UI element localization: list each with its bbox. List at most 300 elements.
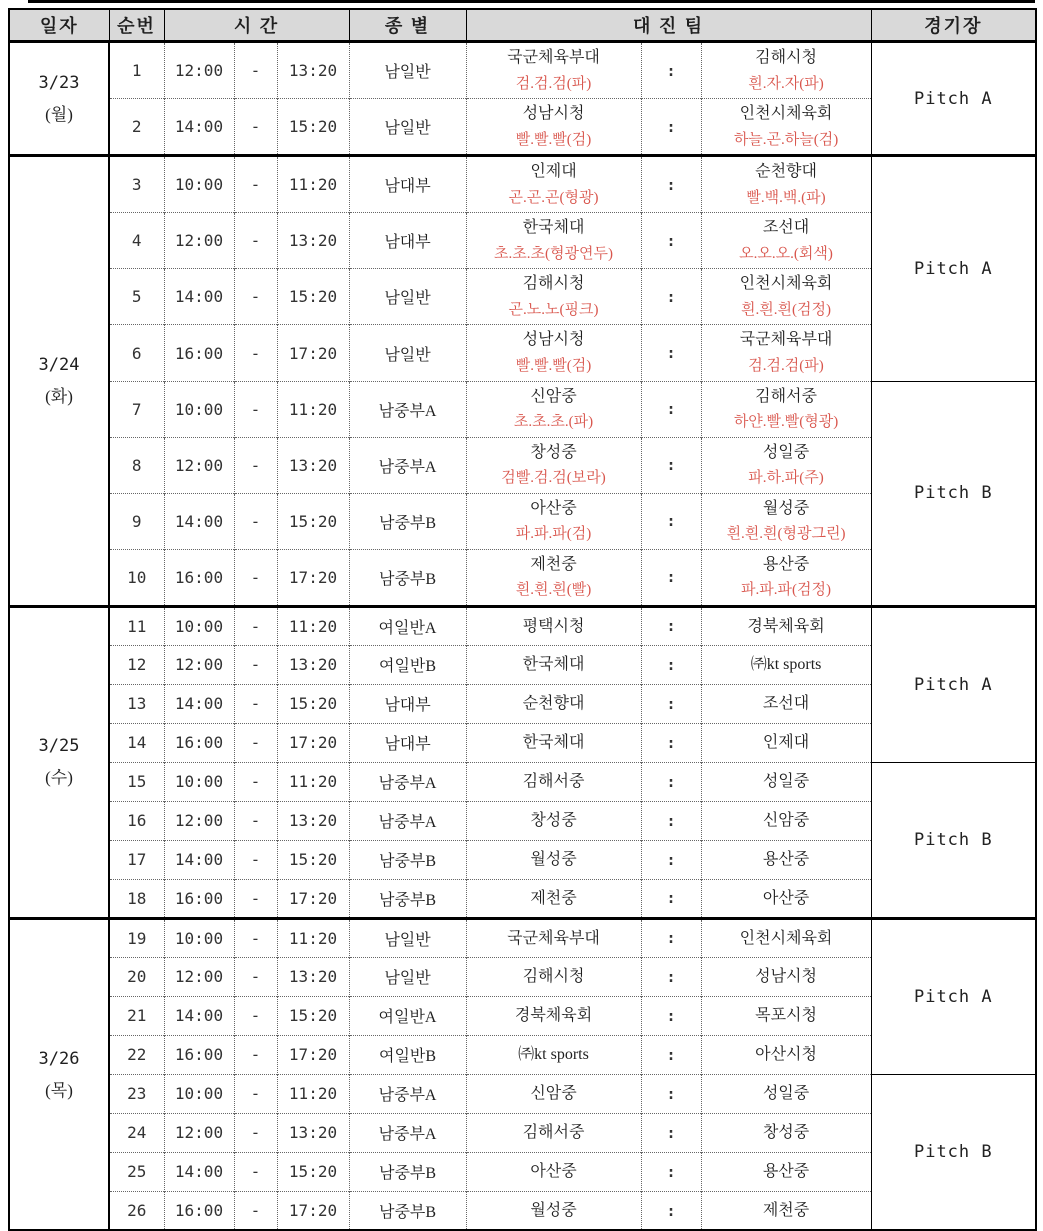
time-dash: - <box>234 957 277 996</box>
team-name: 성남시청 <box>755 968 817 986</box>
colon-separator: : <box>641 918 701 957</box>
time-dash: - <box>234 381 277 437</box>
team1-cell <box>466 723 641 762</box>
team-name: 조선대 <box>762 219 810 237</box>
team1-cell <box>466 645 641 684</box>
date-value: 3/26 <box>38 1048 80 1069</box>
time-dash: - <box>234 762 277 801</box>
category: 남일반 <box>349 269 466 325</box>
time-end: 17:20 <box>277 549 349 606</box>
time-end: 11:20 <box>277 381 349 437</box>
time-end: 15:20 <box>277 269 349 325</box>
time-dash: - <box>234 840 277 879</box>
time-start: 12:00 <box>164 801 234 840</box>
team1-cell <box>466 493 641 549</box>
match-no: 19 <box>109 918 164 957</box>
time-dash: - <box>234 1152 277 1191</box>
team-name: 성일중 <box>762 1085 810 1103</box>
match-no: 25 <box>109 1152 164 1191</box>
col-header-category: 종 별 <box>349 9 466 42</box>
team1-cell <box>466 42 641 99</box>
date-weekday: (수) <box>45 768 73 788</box>
category: 남일반 <box>349 42 466 99</box>
team2-cell <box>701 957 871 996</box>
time-start: 16:00 <box>164 325 234 381</box>
match-no: 9 <box>109 493 164 549</box>
team2-cell <box>701 213 871 269</box>
team2-cell <box>701 493 871 549</box>
time-dash: - <box>234 1191 277 1230</box>
category: 여일반A <box>349 606 466 645</box>
category: 남대부 <box>349 723 466 762</box>
team1-cell <box>466 549 641 606</box>
match-row <box>9 1074 1036 1113</box>
colon-separator: : <box>641 325 701 381</box>
match-no: 10 <box>109 549 164 606</box>
team-name: 신암중 <box>530 387 577 405</box>
time-dash: - <box>234 1074 277 1113</box>
team-name: 인제대 <box>530 163 577 181</box>
team2-cell <box>701 645 871 684</box>
team-name: 성남시청 <box>522 105 585 123</box>
team1-cell <box>466 684 641 723</box>
uniform-colors: 초.초.초(형광연두) <box>494 245 613 262</box>
date-weekday: (월) <box>45 104 73 124</box>
team-name: 창성중 <box>762 1124 810 1142</box>
time-dash: - <box>234 801 277 840</box>
match-no: 12 <box>109 645 164 684</box>
team-name: 한국체대 <box>522 219 585 237</box>
time-start: 14:00 <box>164 996 234 1035</box>
time-dash: - <box>234 269 277 325</box>
team-name: 인천시체육회 <box>739 105 833 123</box>
team-name: 김해서중 <box>522 1124 585 1142</box>
time-dash: - <box>234 684 277 723</box>
header-row <box>9 9 1036 42</box>
col-header-date: 일자 <box>9 9 109 42</box>
date-cell <box>9 606 109 918</box>
uniform-colors: 흰.흰.흰(빨) <box>515 582 592 599</box>
team1-cell <box>466 762 641 801</box>
time-dash: - <box>234 879 277 918</box>
team2-cell <box>701 879 871 918</box>
team-name: 김해시청 <box>522 968 585 986</box>
time-start: 14:00 <box>164 840 234 879</box>
time-start: 10:00 <box>164 381 234 437</box>
time-start: 10:00 <box>164 606 234 645</box>
time-end: 13:20 <box>277 801 349 840</box>
team-name: 조선대 <box>762 695 810 713</box>
time-dash: - <box>234 325 277 381</box>
time-end: 13:20 <box>277 437 349 493</box>
colon-separator: : <box>641 762 701 801</box>
team-name: 김해서중 <box>522 773 585 791</box>
team2-cell <box>701 723 871 762</box>
colon-separator: : <box>641 156 701 213</box>
colon-separator: : <box>641 213 701 269</box>
match-no: 4 <box>109 213 164 269</box>
colon-separator: : <box>641 1074 701 1113</box>
col-header-teams: 대 진 팀 <box>466 9 871 42</box>
team2-cell <box>701 269 871 325</box>
team-name: 성일중 <box>762 443 810 461</box>
uniform-colors: 흰.흰.흰(형광그린) <box>726 526 846 543</box>
time-dash: - <box>234 213 277 269</box>
venue-cell: Pitch B <box>871 381 1036 606</box>
colon-separator: : <box>641 1152 701 1191</box>
match-no: 6 <box>109 325 164 381</box>
match-row <box>9 42 1036 99</box>
uniform-colors: 검.검.검(파) <box>515 75 592 92</box>
team-name: 아산시청 <box>755 1046 817 1064</box>
match-row <box>9 381 1036 437</box>
match-schedule-table <box>8 8 1037 1231</box>
time-dash: - <box>234 1035 277 1074</box>
colon-separator: : <box>641 549 701 606</box>
team-name: 순천향대 <box>755 163 817 181</box>
match-no: 17 <box>109 840 164 879</box>
date-cell <box>9 42 109 156</box>
match-no: 11 <box>109 606 164 645</box>
time-end: 17:20 <box>277 325 349 381</box>
match-row <box>9 762 1036 801</box>
team-name: 인천시체육회 <box>739 929 833 947</box>
time-start: 12:00 <box>164 1113 234 1152</box>
category: 남일반 <box>349 957 466 996</box>
team1-cell <box>466 801 641 840</box>
category: 남중부A <box>349 801 466 840</box>
uniform-colors: 하늘.곤.하늘(검) <box>733 131 839 148</box>
time-start: 12:00 <box>164 645 234 684</box>
team-name: 김해시청 <box>755 49 817 66</box>
colon-separator: : <box>641 723 701 762</box>
team-name: 인제대 <box>762 734 810 752</box>
time-start: 10:00 <box>164 918 234 957</box>
category: 남중부A <box>349 762 466 801</box>
category: 남대부 <box>349 684 466 723</box>
category: 남중부B <box>349 1152 466 1191</box>
time-dash: - <box>234 645 277 684</box>
table-header <box>9 9 1036 42</box>
match-no: 5 <box>109 269 164 325</box>
time-start: 16:00 <box>164 879 234 918</box>
team-name: 아산중 <box>530 499 577 517</box>
colon-separator: : <box>641 1191 701 1230</box>
team-name: 월성중 <box>762 499 810 517</box>
team-name: 성일중 <box>762 773 810 791</box>
match-row <box>9 606 1036 645</box>
time-start: 12:00 <box>164 437 234 493</box>
uniform-colors: 빨.백.백.(파) <box>746 189 826 206</box>
colon-separator: : <box>641 840 701 879</box>
time-end: 11:20 <box>277 156 349 213</box>
match-no: 18 <box>109 879 164 918</box>
team-name: 창성중 <box>530 443 577 461</box>
date-weekday: (화) <box>45 387 73 407</box>
uniform-colors: 검.검.검(파) <box>748 358 824 375</box>
team1-cell <box>466 156 641 213</box>
team-name: 성남시청 <box>522 331 585 349</box>
team2-cell <box>701 684 871 723</box>
team-name: 김해서중 <box>755 387 817 405</box>
time-end: 13:20 <box>277 42 349 99</box>
col-header-no: 순번 <box>109 9 164 42</box>
team2-cell <box>701 801 871 840</box>
team-name: ㈜kt sports <box>750 656 822 674</box>
category: 남중부A <box>349 1113 466 1152</box>
team1-cell <box>466 99 641 156</box>
time-dash: - <box>234 99 277 156</box>
team2-cell <box>701 1035 871 1074</box>
date-cell <box>9 918 109 1230</box>
team-name: 아산중 <box>530 1163 577 1181</box>
date-value: 3/25 <box>38 736 80 757</box>
team1-cell <box>466 213 641 269</box>
time-start: 16:00 <box>164 549 234 606</box>
team-name: 평택시청 <box>522 617 585 635</box>
colon-separator: : <box>641 879 701 918</box>
match-no: 22 <box>109 1035 164 1074</box>
time-dash: - <box>234 996 277 1035</box>
team1-cell <box>466 269 641 325</box>
time-dash: - <box>234 918 277 957</box>
match-no: 14 <box>109 723 164 762</box>
uniform-colors: 초.초.초.(파) <box>513 414 594 431</box>
uniform-colors: 흰.흰.흰(검정) <box>741 301 831 318</box>
team2-cell <box>701 156 871 213</box>
uniform-colors: 빨.빨.빨(검) <box>515 358 592 375</box>
team2-cell <box>701 381 871 437</box>
time-start: 10:00 <box>164 762 234 801</box>
category: 남일반 <box>349 325 466 381</box>
uniform-colors: 오.오.오.(회색) <box>739 245 833 262</box>
uniform-colors: 곤.곤.곤(형광) <box>508 189 599 206</box>
time-end: 15:20 <box>277 996 349 1035</box>
time-end: 15:20 <box>277 1152 349 1191</box>
venue-cell: Pitch A <box>871 918 1036 1074</box>
team1-cell <box>466 1113 641 1152</box>
team-name: 용산중 <box>762 1163 810 1181</box>
team-name: 창성중 <box>530 812 577 830</box>
team2-cell <box>701 1152 871 1191</box>
team1-cell <box>466 1074 641 1113</box>
time-start: 14:00 <box>164 684 234 723</box>
team-name: 아산중 <box>762 889 810 907</box>
time-end: 13:20 <box>277 645 349 684</box>
time-start: 12:00 <box>164 213 234 269</box>
time-start: 14:00 <box>164 99 234 156</box>
colon-separator: : <box>641 381 701 437</box>
venue-cell: Pitch A <box>871 42 1036 156</box>
team-name: 신암중 <box>762 812 810 830</box>
match-no: 15 <box>109 762 164 801</box>
team1-cell <box>466 325 641 381</box>
time-start: 14:00 <box>164 493 234 549</box>
match-no: 7 <box>109 381 164 437</box>
time-end: 11:20 <box>277 606 349 645</box>
team-name: 용산중 <box>762 851 810 869</box>
time-end: 17:20 <box>277 723 349 762</box>
team2-cell <box>701 1113 871 1152</box>
category: 남대부 <box>349 156 466 213</box>
team1-cell <box>466 879 641 918</box>
colon-separator: : <box>641 801 701 840</box>
team-name: 한국체대 <box>522 734 585 752</box>
team2-cell <box>701 918 871 957</box>
team1-cell <box>466 840 641 879</box>
match-no: 21 <box>109 996 164 1035</box>
time-end: 17:20 <box>277 1191 349 1230</box>
category: 여일반A <box>349 996 466 1035</box>
team-name: 국군체육부대 <box>507 929 600 947</box>
time-start: 16:00 <box>164 1191 234 1230</box>
colon-separator: : <box>641 684 701 723</box>
team1-cell <box>466 957 641 996</box>
match-row <box>9 918 1036 957</box>
time-end: 13:20 <box>277 957 349 996</box>
uniform-colors: 파.하.파(주) <box>748 470 824 487</box>
team1-cell <box>466 381 641 437</box>
uniform-colors: 파.파.파(검) <box>515 526 592 543</box>
time-dash: - <box>234 156 277 213</box>
date-value: 3/23 <box>38 72 80 93</box>
time-dash: - <box>234 549 277 606</box>
venue-cell: Pitch A <box>871 606 1036 762</box>
match-no: 2 <box>109 99 164 156</box>
team2-cell <box>701 840 871 879</box>
time-end: 11:20 <box>277 918 349 957</box>
col-header-venue: 경기장 <box>871 9 1036 42</box>
date-weekday: (목) <box>45 1080 73 1100</box>
team-name: 용산중 <box>762 555 810 573</box>
uniform-colors: 곤.노.노(핑크) <box>508 301 599 318</box>
match-no: 8 <box>109 437 164 493</box>
uniform-colors: 빨.빨.빨(검) <box>515 131 592 148</box>
time-start: 12:00 <box>164 42 234 99</box>
team2-cell <box>701 42 871 99</box>
colon-separator: : <box>641 493 701 549</box>
colon-separator: : <box>641 1113 701 1152</box>
time-start: 12:00 <box>164 957 234 996</box>
team1-cell <box>466 996 641 1035</box>
time-dash: - <box>234 723 277 762</box>
team-name: 국군체육부대 <box>507 49 600 66</box>
team2-cell <box>701 99 871 156</box>
time-start: 10:00 <box>164 1074 234 1113</box>
team-name: 인천시체육회 <box>739 275 833 293</box>
match-no: 1 <box>109 42 164 99</box>
team-name: 한국체대 <box>522 656 585 674</box>
colon-separator: : <box>641 269 701 325</box>
category: 남중부B <box>349 549 466 606</box>
category: 남중부A <box>349 1074 466 1113</box>
team2-cell <box>701 437 871 493</box>
team2-cell <box>701 606 871 645</box>
uniform-colors: 파.파.파(검정) <box>741 582 831 599</box>
team-name: 국군체육부대 <box>739 331 833 349</box>
team-name: 월성중 <box>530 1201 577 1219</box>
team-name: 순천향대 <box>522 695 585 713</box>
category: 남중부B <box>349 1191 466 1230</box>
team-name: 제천중 <box>530 889 577 907</box>
col-header-time: 시 간 <box>164 9 349 42</box>
time-dash: - <box>234 1113 277 1152</box>
team1-cell <box>466 1035 641 1074</box>
team-name: 제천중 <box>762 1201 810 1219</box>
time-end: 11:20 <box>277 1074 349 1113</box>
match-no: 23 <box>109 1074 164 1113</box>
time-end: 17:20 <box>277 879 349 918</box>
colon-separator: : <box>641 42 701 99</box>
team-name: 김해시청 <box>522 275 585 293</box>
match-no: 3 <box>109 156 164 213</box>
time-dash: - <box>234 606 277 645</box>
team1-cell <box>466 606 641 645</box>
category: 남일반 <box>349 918 466 957</box>
colon-separator: : <box>641 996 701 1035</box>
team2-cell <box>701 762 871 801</box>
colon-separator: : <box>641 645 701 684</box>
time-dash: - <box>234 42 277 99</box>
team1-cell <box>466 437 641 493</box>
category: 여일반B <box>349 645 466 684</box>
match-no: 16 <box>109 801 164 840</box>
team-name: ㈜kt sports <box>518 1046 589 1064</box>
category: 남대부 <box>349 213 466 269</box>
category: 남일반 <box>349 99 466 156</box>
team-name: 경북체육회 <box>514 1007 593 1025</box>
schedule-table-body <box>9 42 1036 1231</box>
time-end: 11:20 <box>277 762 349 801</box>
uniform-colors: 흰.자.자(파) <box>748 75 824 92</box>
match-no: 24 <box>109 1113 164 1152</box>
category: 남중부B <box>349 840 466 879</box>
match-no: 26 <box>109 1191 164 1230</box>
time-end: 17:20 <box>277 1035 349 1074</box>
time-end: 13:20 <box>277 213 349 269</box>
date-cell <box>9 156 109 607</box>
time-dash: - <box>234 437 277 493</box>
colon-separator: : <box>641 1035 701 1074</box>
time-end: 15:20 <box>277 840 349 879</box>
team2-cell <box>701 1074 871 1113</box>
colon-separator: : <box>641 99 701 156</box>
time-dash: - <box>234 493 277 549</box>
venue-cell: Pitch A <box>871 156 1036 381</box>
category: 여일반B <box>349 1035 466 1074</box>
team1-cell <box>466 1152 641 1191</box>
match-no: 13 <box>109 684 164 723</box>
team-name: 신암중 <box>530 1085 577 1103</box>
time-start: 10:00 <box>164 156 234 213</box>
uniform-colors: 하얀.빨.빨(형광) <box>733 414 839 431</box>
colon-separator: : <box>641 957 701 996</box>
team1-cell <box>466 918 641 957</box>
team-name: 목포시청 <box>755 1007 817 1025</box>
category: 남중부A <box>349 437 466 493</box>
team-name: 경북체육회 <box>747 617 825 635</box>
team2-cell <box>701 996 871 1035</box>
category: 남중부A <box>349 381 466 437</box>
match-no: 20 <box>109 957 164 996</box>
uniform-colors: 검빨.검.검(보라) <box>501 470 606 487</box>
top-rule-divider <box>28 0 1035 3</box>
time-start: 14:00 <box>164 269 234 325</box>
team2-cell <box>701 549 871 606</box>
team-name: 제천중 <box>530 555 577 573</box>
team-name: 월성중 <box>530 851 577 869</box>
venue-cell: Pitch B <box>871 1074 1036 1230</box>
